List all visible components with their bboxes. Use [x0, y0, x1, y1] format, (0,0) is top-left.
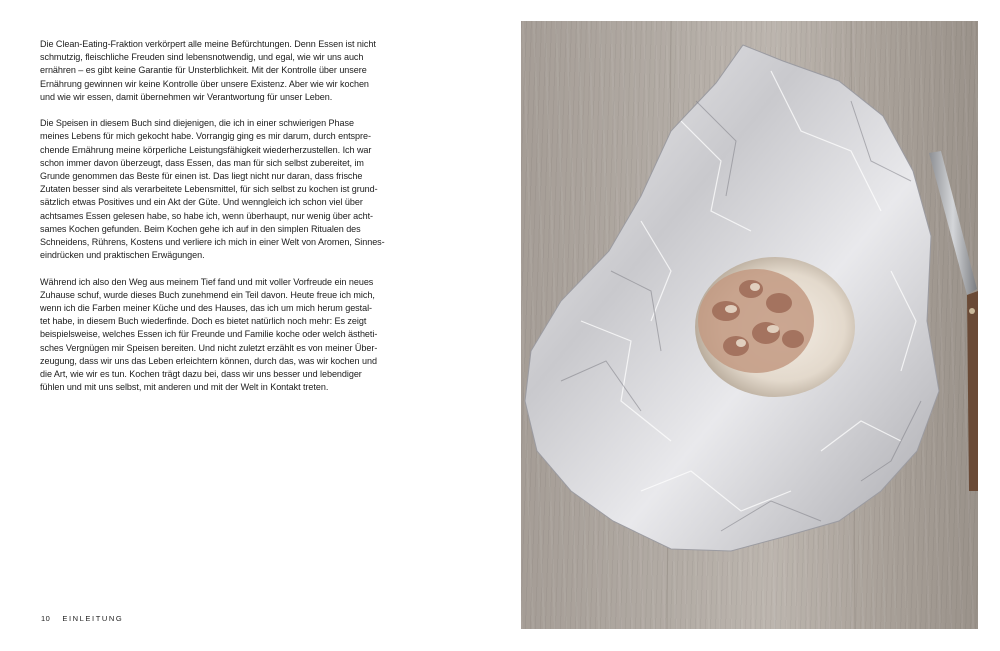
text-line: achtsames Essen gelesen habe, so habe ich, wenn überhaupt, nur wenig über acht-: [40, 210, 374, 221]
text-line: sches Vergnügen mir Speisen bereiten. Und nicht zuletzt erzählt es von meiner Über-: [40, 342, 378, 353]
text-line: sätzlich etwas Positives und ein Akt der Güte. Und wenngleich ich schon viel über: [40, 197, 363, 208]
text-line: Die Speisen in diesem Buch sind diejenigen, die ich in einer schwierigen Phase: [40, 118, 354, 129]
roasted-garlic-photo: [521, 21, 978, 629]
text-line: chende Ernährung meine körperliche Leistungsfähigkeit wiederherzustellen. Ich war: [40, 144, 372, 155]
text-line: Ernährung gewinnen wir keine Kontrolle über unsere Existenz. Aber wie wir kochen: [40, 78, 369, 89]
paragraph-3: [40, 276, 397, 395]
text-line: wenn ich die Farben meiner Küche und des Hauses, das ich um mich herum gestal-: [40, 303, 373, 314]
text-line: schmutzig, fleischliche Freuden sind lebensnotwendig, und egal, wie wir uns auch: [40, 52, 364, 63]
text-line: und wie wir essen, damit übernehmen wir Verantwortung für unser Leben.: [40, 91, 333, 102]
body-text: [40, 38, 397, 408]
knife: [929, 151, 978, 491]
text-line: eindrücken und praktischen Erwägungen.: [40, 250, 205, 261]
section-title: EINLEITUNG: [62, 614, 124, 623]
text-line: zeugung, dass wir uns das Leben erleichtern können, durch das, was wir kochen und: [40, 355, 377, 366]
text-line: Während ich also den Weg aus meinem Tief fand und mit voller Vorfreude ein neues: [40, 276, 374, 287]
text-line: sames Kochen gefunden. Beim Kochen gehe ich auf in den simplen Ritualen des: [40, 223, 361, 234]
text-line: Zuhause schuf, wurde dieses Buch zunehmend ein Teil davon. Heute freue ich mich,: [40, 289, 375, 300]
paragraph-2: [40, 117, 397, 262]
text-line: die Art, wie wir es tun. Kochen trägt dazu bei, dass wir uns besser und lebendiger: [40, 369, 362, 380]
text-line: Die Clean-Eating-Fraktion verkörpert alle meine Befürchtungen. Denn Essen ist nicht: [40, 39, 376, 49]
page-footer: [41, 614, 123, 623]
text-line: Schneidens, Rührens, Kostens und verliere ich mich in einer Welt von Aromen, Sinnes-: [40, 237, 385, 248]
text-line: meines Lebens für mich gekocht habe. Vorrangig ging es mir darum, durch entspre-: [40, 131, 371, 142]
text-line: ernähren – es gibt keine Garantie für Unsterblichkeit. Mit der Kontrolle über unsere: [40, 65, 367, 76]
text-line: Zutaten besser sind als verarbeitete Lebensmittel, für sich selbst zu kochen ist grund-: [40, 184, 378, 195]
roasted-garlic-in-foil-photo: [521, 21, 978, 629]
text-line: Grunde genommen das Beste für einen ist. Das liegt nicht nur daran, dass frische: [40, 171, 363, 182]
text-line: schon immer davon überzeugt, dass Essen, das man für sich selbst zubereitet, im: [40, 157, 364, 168]
text-line: beispielsweise, welches Essen ich für Freunde und Familie koche oder welch ästheti-: [40, 329, 378, 340]
page-number: 10: [41, 614, 51, 623]
text-line: fühlen und mit uns selbst, mit anderen und mit der Welt in Kontakt treten.: [40, 382, 329, 393]
paragraph-1: [40, 38, 397, 104]
roasted-garlic-bulb: [695, 257, 855, 397]
text-line: tet habe, in diesem Buch wiederfinde. Doch es bietet natürlich noch mehr: Es zeigt: [40, 316, 367, 327]
